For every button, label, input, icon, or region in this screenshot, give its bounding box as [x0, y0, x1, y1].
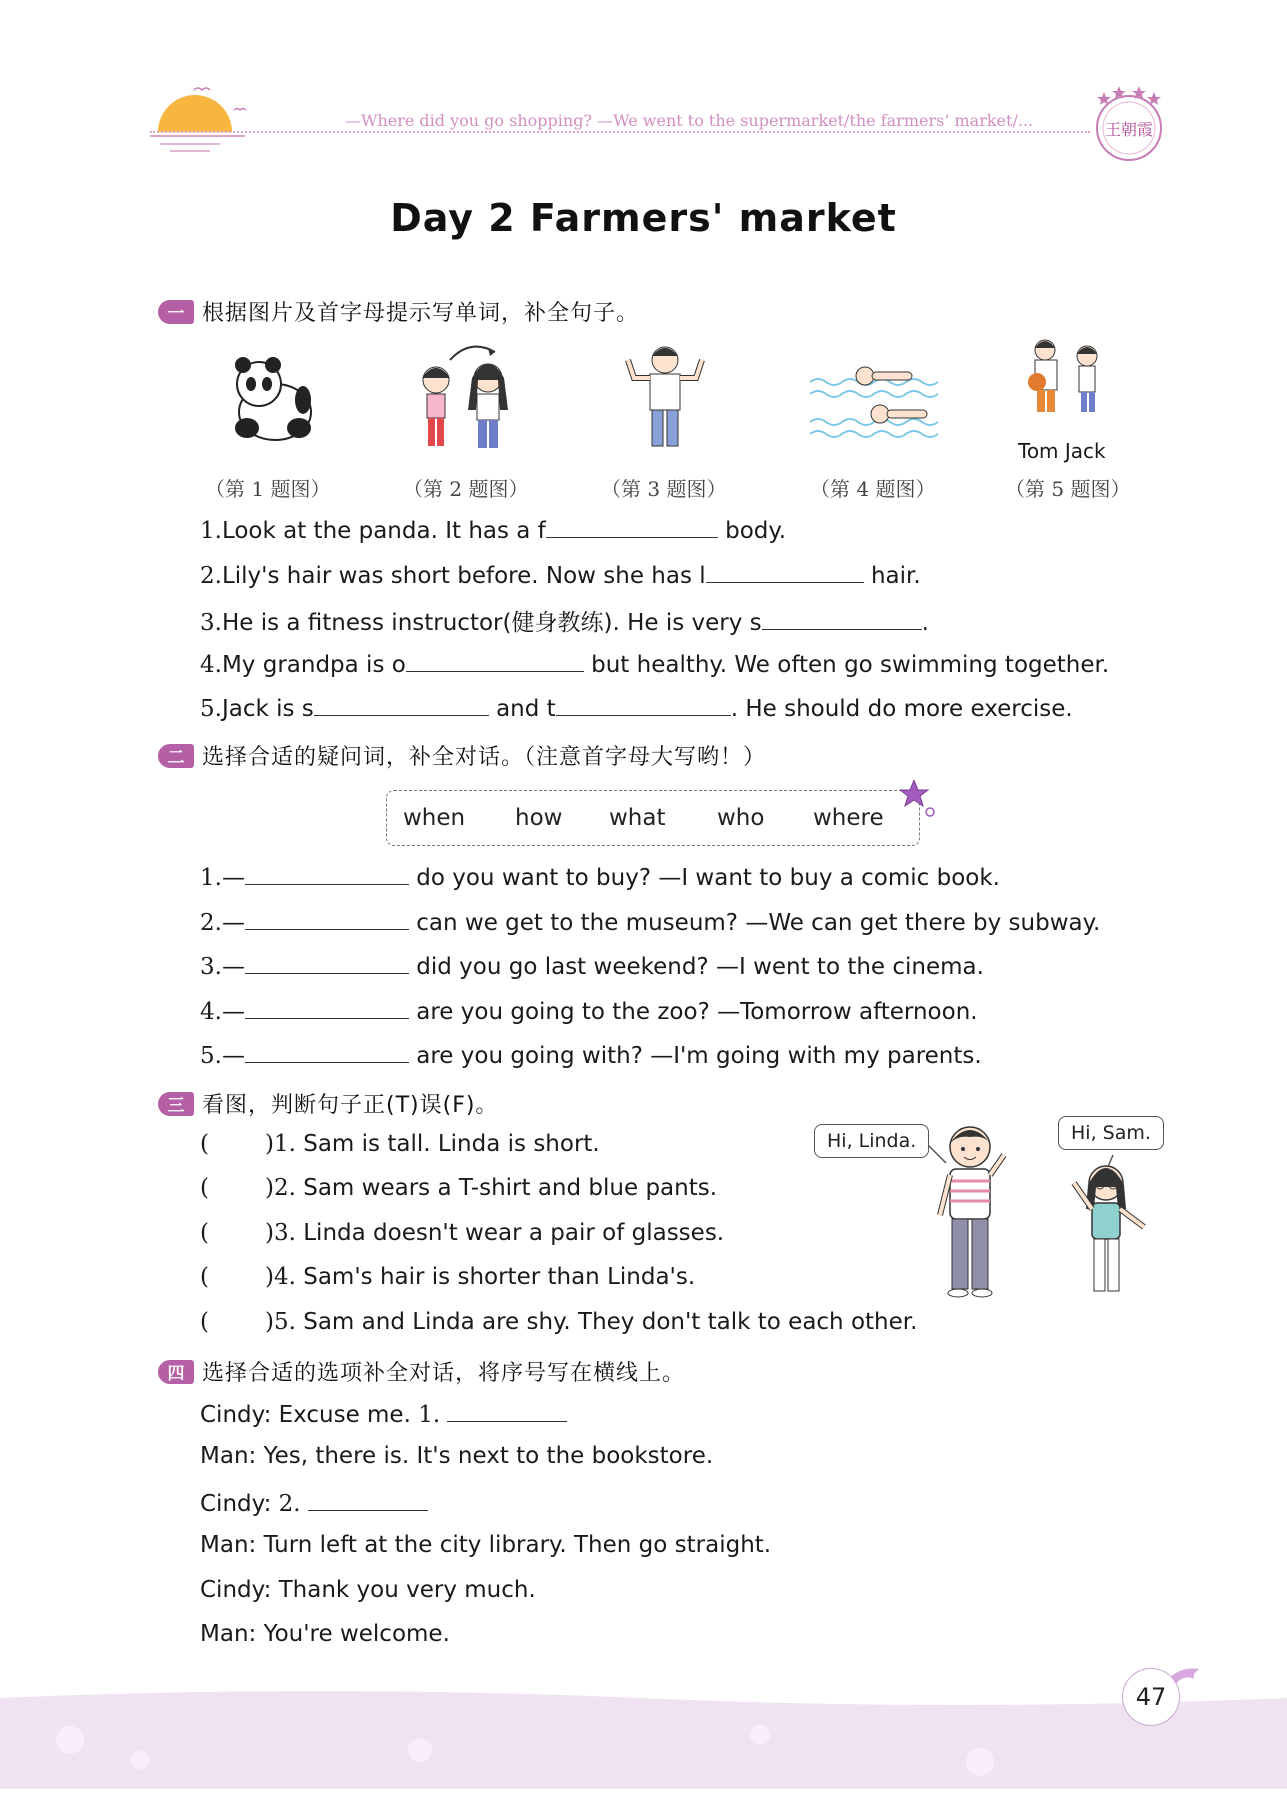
s1-item-3: 3.He is a fitness instructor(健身教练). He is very s . — [200, 604, 929, 637]
dialog-line-2: Man: Yes, there is. It's next to the bookstore. — [200, 1443, 714, 1469]
caption-3: （第 3 题图） — [601, 477, 727, 501]
answer-blank[interactable] — [762, 607, 922, 630]
star-icon — [900, 780, 936, 824]
answer-blank[interactable] — [447, 1399, 567, 1422]
header-divider — [150, 131, 1090, 133]
dialog-line-5: Cindy: Thank you very much. — [200, 1577, 536, 1603]
section-number: 四 — [158, 1360, 194, 1384]
page-title: Day 2 Farmers' market — [390, 196, 897, 240]
s3-item-5: ( )5. Sam and Linda are shy. They don't talk to each other. — [200, 1309, 918, 1335]
section-number: 二 — [158, 744, 194, 768]
page-number: 47 — [1122, 1668, 1180, 1726]
two-boys-illustration — [1015, 336, 1115, 445]
answer-blank[interactable] — [556, 693, 731, 716]
answer-blank[interactable] — [245, 996, 409, 1019]
s1-item-1: 1.Look at the panda. It has a f body. — [200, 515, 786, 544]
panda-illustration — [225, 350, 325, 454]
section-1-header — [158, 296, 639, 327]
speech-bubble-linda: Hi, Sam. — [1058, 1116, 1164, 1150]
section-3-header — [158, 1088, 498, 1119]
brand-logo — [1090, 80, 1168, 166]
section-number: 一 — [158, 300, 194, 324]
picture-names: Tom Jack — [1018, 439, 1106, 463]
answer-blank[interactable] — [546, 515, 718, 538]
caption-4: （第 4 题图） — [810, 477, 936, 501]
word-what: what — [609, 805, 666, 831]
caption-5: （第 5 题图） — [1005, 477, 1131, 501]
section-4-header — [158, 1356, 685, 1387]
dialog-line-1: Cindy: Excuse me. 1. — [200, 1399, 567, 1428]
section-instruction: 选择合适的疑问词，补全对话。（注意首字母大写哟！） — [202, 745, 767, 770]
s2-item-3: 3.— did you go last weekend? —I went to the cinema. — [200, 951, 984, 980]
answer-blank[interactable] — [245, 1040, 409, 1063]
header-text: —Where did you go shopping? —We went to the supermarket/the farmers’ market/... — [345, 111, 1034, 130]
sam-and-linda-illustration — [928, 1125, 1168, 1319]
answer-blank[interactable] — [245, 862, 409, 885]
sun-icon — [150, 80, 260, 160]
svg-text:王朝霞: 王朝霞 — [1104, 120, 1154, 139]
section-instruction: 根据图片及首字母提示写单词，补全句子。 — [202, 301, 640, 326]
answer-blank[interactable] — [245, 907, 409, 930]
dialog-line-6: Man: You're welcome. — [200, 1621, 450, 1647]
s3-item-3: ( )3. Linda doesn't wear a pair of glasses. — [200, 1220, 725, 1246]
section-instruction: 选择合适的选项补全对话，将序号写在横线上。 — [202, 1361, 686, 1386]
footer-band — [0, 1690, 1287, 1789]
word-when: when — [403, 805, 466, 831]
caption-1: （第 1 题图） — [205, 477, 331, 501]
s1-item-4: 4.My grandpa is o but healthy. We often go swimming together. — [200, 649, 1109, 678]
answer-blank[interactable] — [308, 1488, 428, 1511]
answer-blank[interactable] — [706, 560, 864, 583]
s2-item-2: 2.— can we get to the museum? —We can get there by subway. — [200, 907, 1100, 936]
s2-item-1: 1.— do you want to buy? —I want to buy a comic book. — [200, 862, 1000, 891]
section-number: 三 — [158, 1092, 194, 1116]
swimmers-illustration — [810, 352, 945, 451]
answer-blank[interactable] — [314, 693, 489, 716]
word-bank — [386, 790, 920, 846]
speech-bubble-sam: Hi, Linda. — [814, 1124, 929, 1158]
s3-item-1: ( )1. Sam is tall. Linda is short. — [200, 1131, 600, 1157]
answer-blank[interactable] — [245, 951, 409, 974]
section-instruction: 看图，判断句子正(T)误(F)。 — [202, 1093, 499, 1118]
dialog-line-3: Cindy: 2. — [200, 1488, 428, 1517]
s3-item-4: ( )4. Sam's hair is shorter than Linda's. — [200, 1264, 696, 1290]
s1-item-5: 5.Jack is s and t . He should do more exercise. — [200, 693, 1073, 722]
answer-blank[interactable] — [406, 649, 584, 672]
s3-item-2: ( )2. Sam wears a T-shirt and blue pants. — [200, 1175, 718, 1201]
girls-hair-illustration — [410, 340, 520, 459]
word-who: who — [717, 805, 765, 831]
dialog-line-4: Man: Turn left at the city library. Then go straight. — [200, 1532, 772, 1558]
s1-item-2: 2.Lily's hair was short before. Now she has l hair. — [200, 560, 921, 589]
strong-man-illustration — [620, 338, 710, 462]
s2-item-4: 4.— are you going to the zoo? —Tomorrow afternoon. — [200, 996, 978, 1025]
section-2-header — [158, 740, 766, 771]
s2-item-5: 5.— are you going with? —I'm going with my parents. — [200, 1040, 982, 1069]
word-how: how — [515, 805, 563, 831]
caption-2: （第 2 题图） — [403, 477, 529, 501]
word-where: where — [813, 805, 884, 831]
